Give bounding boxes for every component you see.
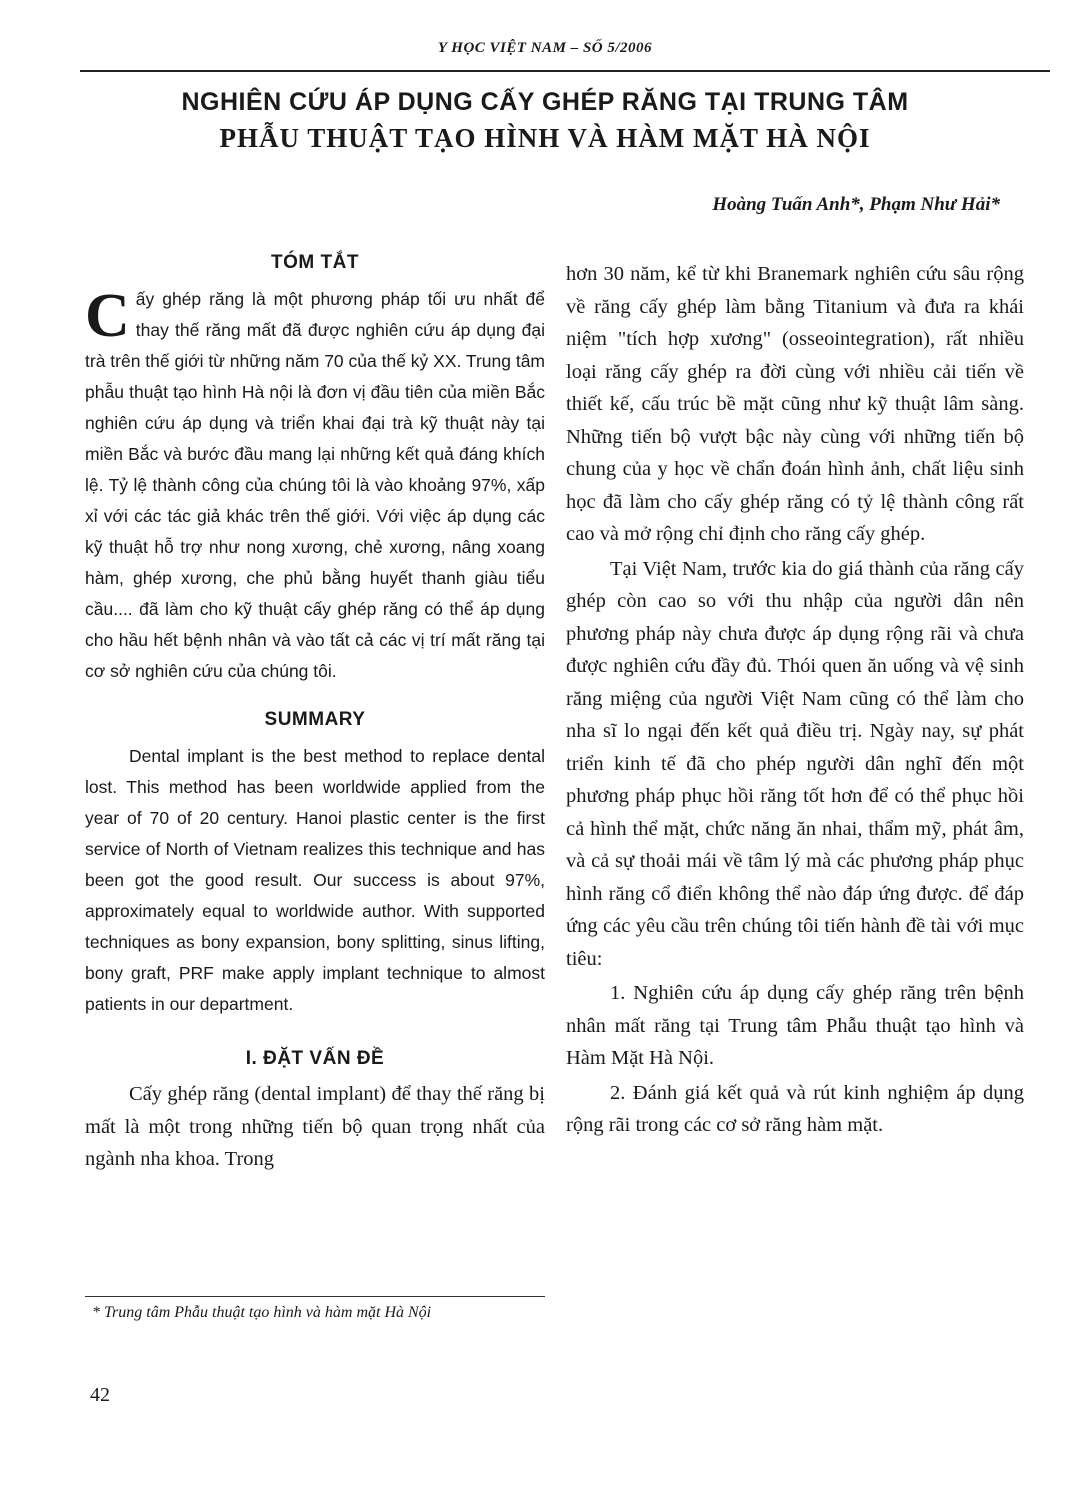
section-1-paragraph-continued: hơn 30 năm, kể từ khi Branemark nghiên cứu sâu rộng về răng cấy ghép làm bằng Titanium và đưa ra khái niệm "tích hợp xương" (osseointegration), rất nhiều loại răng cấy ghép ra đời cùng với nhiều cải tiến về thiết kế, cấu trúc bề mặt cũng như kỹ thuật lâm sàng. Những tiến bộ vượt bậc này cùng với những tiến bộ chung của y học về chẩn đoán hình ảnh, chất liệu sinh học đã làm cho cấy ghép răng có tỷ lệ thành công rất cao và mở rộng chỉ định cho răng cấy ghép.	[566, 263, 1024, 545]
section-1-paragraph-start: Cấy ghép răng (dental implant) để thay thế răng bị mất là một trong những tiến bộ quan trọng nhất của ngành nha khoa. Trong	[85, 1083, 545, 1170]
abstract-body: ấy ghép răng là một phương pháp tối ưu nhất để thay thế răng mất đã được nghiên cứu áp dụng đại trà trên thế giới từ những năm 70 của thế kỷ XX. Trung tâm phẫu thuật tạo hình Hà nội là đơn vị đầu tiên của miền Bắc nghiên cứu áp dụng và triển khai đại trà kỹ thuật này tại miền Bắc và bước đầu mang lại những kết quả đáng khích lệ. Tỷ lệ thành công của chúng tôi là vào khoảng 97%, xấp xỉ với các tác giả khác trên thế giới. Với việc áp dụng các kỹ thuật hỗ trợ như nong xương, chẻ xương, nâng xoang hàm, ghép xương, che phủ bằng huyết thanh giàu tiểu cầu.... đã làm cho kỹ thuật cấy ghép răng có thể áp dụng cho hầu hết bệnh nhân và vào tất cả các vị trí mất răng tại cơ sở nghiên cứu của chúng tôi.	[85, 289, 545, 681]
journal-header: Y HỌC VIỆT NAM – SỐ 5/2006	[437, 40, 653, 56]
right-column	[566, 258, 1024, 1144]
section-1-paragraph-2: Tại Việt Nam, trước kia do giá thành của răng cấy ghép còn cao so với thu nhập của người dân nên phương pháp này chưa được áp dụng rộng rãi và chưa được nghiên cứu đầy đủ. Thói quen ăn uống và vệ sinh răng miệng của người Việt Nam cũng có thể làm cho nha sĩ lo ngại đến kết quả điều trị. Ngày nay, sự phát triển kinh tế đã cho phép người dân nghĩ đến một phương pháp phục hồi răng tốt hơn để có thể phục hồi cả hình thể mặt, chức năng ăn nhai, thẩm mỹ, phát âm, và cả sự thoải mái về tâm lý mà các phương pháp phục hình răng cổ điển không thể nào đáp ứng được. để đáp ứng các yêu cầu trên chúng tôi tiến hành đề tài với mục tiêu:	[566, 557, 1024, 970]
footnote-rule	[85, 1296, 545, 1297]
title-line-1: NGHIÊN CỨU ÁP DỤNG CẤY GHÉP RĂNG TẠI TRUNG TÂM	[181, 88, 909, 116]
abstract-text	[85, 284, 545, 687]
header-rule	[80, 70, 1050, 72]
page-number: 42	[90, 1384, 110, 1406]
objective-1: 1. Nghiên cứu áp dụng cấy ghép răng trên bệnh nhân mất răng tại Trung tâm Phẫu thuật tạo hình và Hàm Mặt Hà Nội.	[566, 982, 1024, 1069]
abstract-heading: TÓM TẮT	[271, 252, 359, 273]
footnote: * Trung tâm Phẫu thuật tạo hình và hàm mặt Hà Nội	[92, 1304, 432, 1321]
authors: Hoàng Tuấn Anh*, Phạm Như Hải*	[712, 194, 1000, 215]
objective-2: 2. Đánh giá kết quả và rút kinh nghiệm áp dụng rộng rãi trong các cơ sở răng hàm mặt.	[566, 1081, 1024, 1136]
section-1-heading: I. ĐẶT VẤN ĐỀ	[245, 1048, 385, 1069]
summary-text: Dental implant is the best method to replace dental lost. This method has been worldwide applied from the year of 70 of 20 century. Hanoi plastic center is the first service of North of Vietnam realizes this technique and has been got the good result. Our success is about 97%, approximately equal to worldwide author. With supported techniques as bony expansion, bony splitting, sinus lifting, bony graft, PRF make apply implant technique to almost patients in our department.	[85, 746, 545, 1014]
left-column	[85, 252, 545, 1176]
summary-heading: SUMMARY	[264, 709, 366, 730]
drop-cap: C	[85, 282, 130, 350]
title-line-2: PHẪU THUẬT TẠO HÌNH VÀ HÀM MẶT HÀ NỘI	[219, 123, 871, 153]
article-title	[60, 88, 1030, 154]
